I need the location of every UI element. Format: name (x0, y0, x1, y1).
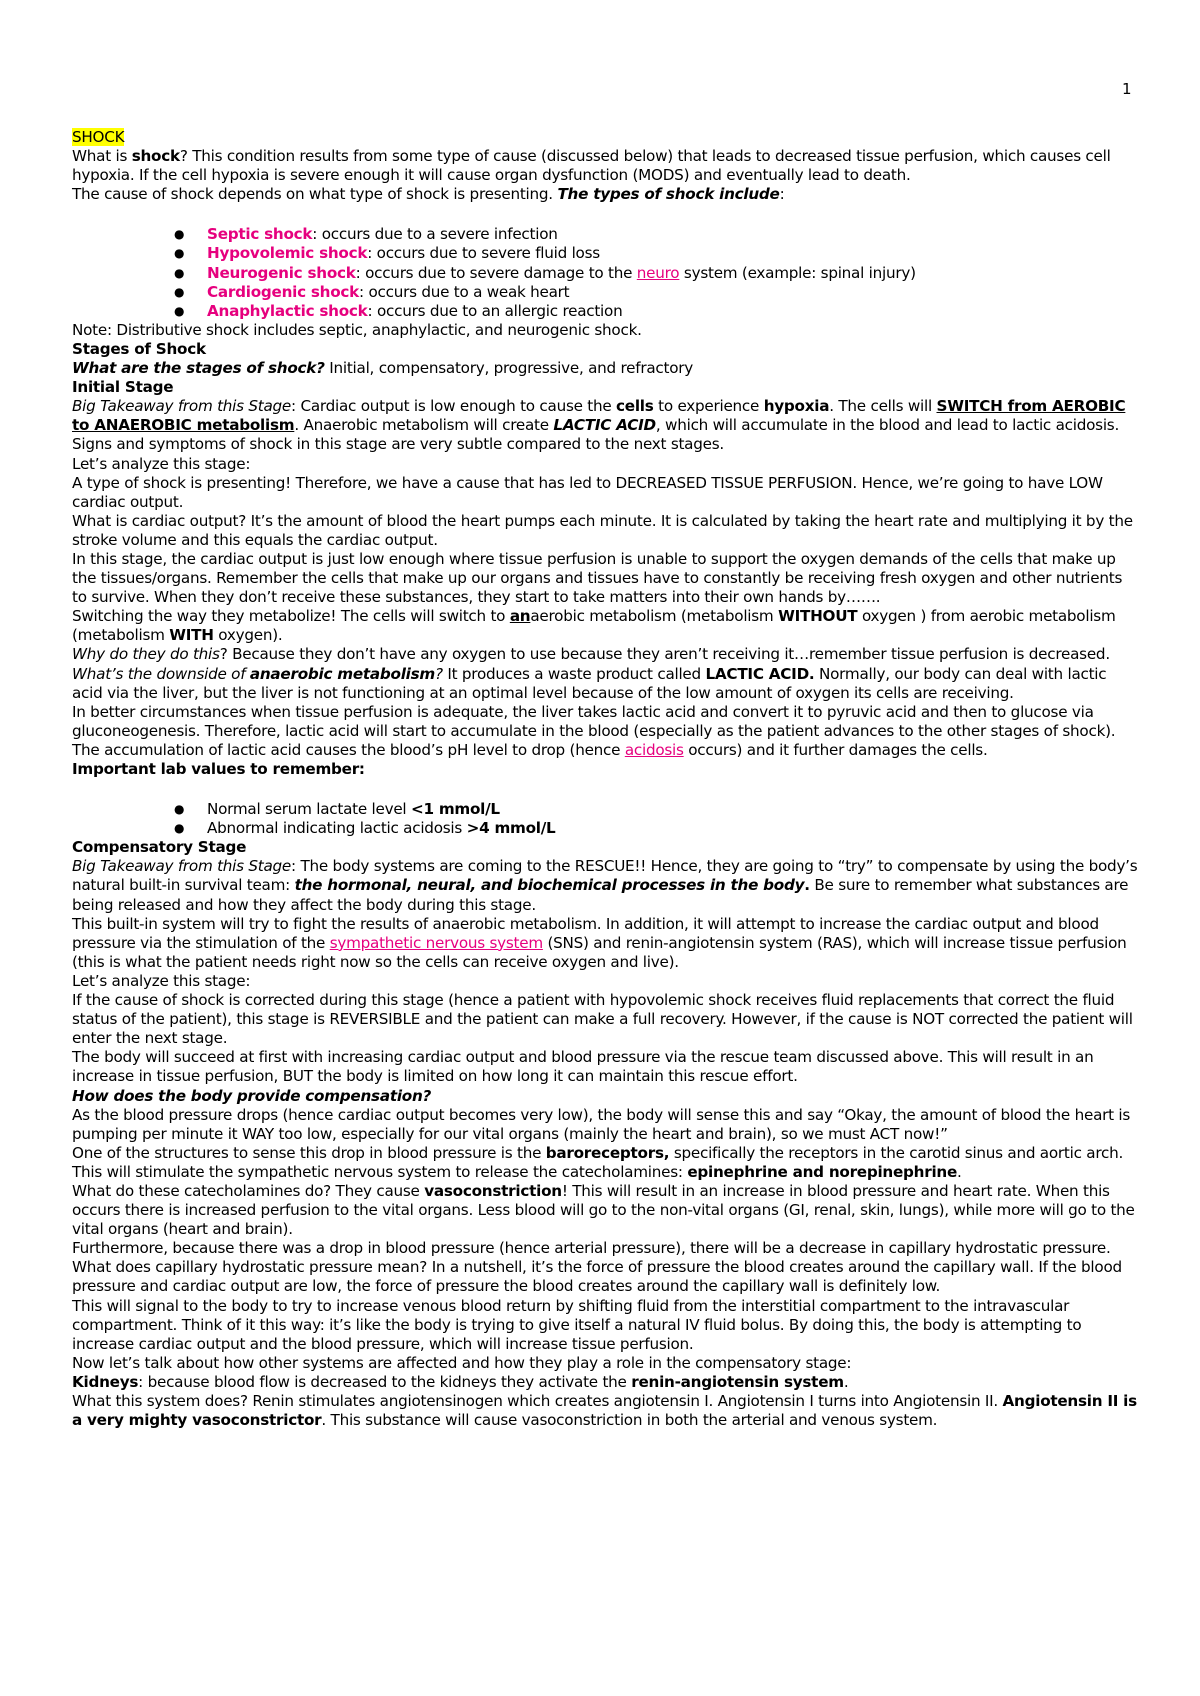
paragraph: A type of shock is presenting! Therefore, we have a cause that has led to DECREASED TISSUE PERFUSION. Hence, we’re going to have LOW cardiac output. (72, 473, 1103, 511)
paragraph: This will signal to the body to try to increase venous blood return by shifting fluid from the interstitial compartment to the intravascular compartment. Think of it this way: it’s like the body is trying to give itself a natural IV fluid bolus. By doing this, the body is attempting to increase cardiac output and the blood pressure, which will increase tissue perfusion. (72, 1296, 1082, 1353)
list-item: ● Hypovolemic shock: occurs due to severe fluid loss (72, 244, 1138, 263)
paragraph: Furthermore, because there was a drop in blood pressure (hence arterial pressure), there will be a decrease in capillary hydrostatic pressure. (72, 1239, 1111, 1258)
list-item: ● Neurogenic shock: occurs due to severe damage to the neuro system (example: spinal injury) (72, 264, 1138, 283)
paragraph: Switching the way they metabolize! The cells will switch to anaerobic metabolism (metabolism WITHOUT oxygen ) from aerobic metabolism (metabolism WITH oxygen). (72, 607, 1116, 645)
list-item: ● Cardiogenic shock: occurs due to a weak heart (72, 283, 1138, 302)
neuro-link[interactable]: neuro (636, 263, 680, 282)
paragraph: What’s the downside of anaerobic metabolism? It produces a waste product called LACTIC ACID. Normally, our body can deal with lactic acid via the liver, but the liver is not functioning at an optimal level because of the low amount of oxygen its cells are receiving. (72, 664, 1107, 702)
initial-takeaway: Big Takeaway from this Stage: Cardiac output is low enough to cause the cells to experience hypoxia. The cells will SWITCH from AEROBIC to ANAEROBIC metabolism. Anaerobic metabolism will create LACTIC ACID, which will accumulate in the blood and lead to lactic acidosis. Signs and symptoms of shock in this stage are very subtle compared to the next stages. (72, 397, 1126, 454)
paragraph: The body will succeed at first with increasing cardiac output and blood pressure via the rescue team discussed above. This will result in an increase in tissue perfusion, BUT the body is limited on how long it can maintain this rescue effort. (72, 1048, 1094, 1086)
compensatory-stage-heading: Compensatory Stage (72, 838, 247, 857)
paragraph: One of the structures to sense this drop in blood pressure is the baroreceptors, specifically the receptors in the carotid sinus and aortic arch. This will stimulate the sympathetic nervous system to release the catecholamines: epinephrine and norepinephrine. (72, 1143, 1124, 1181)
acidosis-link[interactable]: acidosis (624, 740, 684, 759)
paragraph: The accumulation of lactic acid causes the blood’s pH level to drop (hence acidosis occurs) and it further damages the cells. (72, 740, 988, 759)
paragraph: What do these catecholamines do? They cause vasoconstriction! This will result in an increase in blood pressure and heart rate. When this occurs there is increased perfusion to the vital organs. Less blood will go to the non-vital organs (GI, renal, skin, lungs), while more will go to the vital organs (heart and brain). (72, 1181, 1135, 1239)
paragraph: What this system does? Renin stimulates angiotensinogen which creates angiotensin I. Angiotensin I turns into Angiotensin II. Angiotensin II is a very mighty vasoconstrictor. This substance will cause vasoconstriction in both the arterial and venous system. (72, 1392, 1137, 1430)
initial-stage-heading: Initial Stage (72, 378, 174, 397)
stages-heading: Stages of Shock (72, 339, 206, 358)
page-number: 1 (1122, 80, 1132, 98)
lab-values-list (72, 800, 1138, 838)
paragraph: Kidneys: because blood flow is decreased to the kidneys they activate the renin-angiotensin system. (72, 1372, 849, 1391)
paragraph: Why do they do this? Because they don’t have any oxygen to use because they aren’t receiving it…remember tissue perfusion is decreased. (72, 645, 1110, 664)
paragraph: Let’s analyze this stage: (72, 454, 251, 473)
paragraph: In better circumstances when tissue perfusion is adequate, the liver takes lactic acid and convert it to pyruvic acid and then to glucose via gluconeogenesis. Therefore, lactic acid will start to accumulate in the blood (especially as the patient advances to the other stages of shock). (72, 702, 1116, 740)
paragraph: What is cardiac output? It’s the amount of blood the heart pumps each minute. It is calculated by taking the heart rate and multiplying it by the stroke volume and this equals the cardiac output. (72, 511, 1133, 549)
paragraph: In this stage, the cardiac output is just low enough where tissue perfusion is unable to support the oxygen demands of the cells that make up the tissues/organs. Remember the cells that make up our organs and tissues have to constantly be receiving fresh oxygen and other nutrients to survive. When they don’t receive these substances, they start to take matters into their own hands by……. (72, 549, 1123, 607)
compensatory-takeaway: Big Takeaway from this Stage: The body systems are coming to the RESCUE!! Hence, they are going to “try” to compensate by using the body’s natural built-in survival team: the hormonal, neural, and biochemical processes in the body. Be sure to remember what substances are being released and how they affect the body during this stage. (72, 857, 1138, 914)
shock-types-list (72, 225, 1138, 320)
paragraph: If the cause of shock is corrected during this stage (hence a patient with hypovolemic shock receives fluid replacements that correct the fluid status of the patient), this stage is REVERSIBLE and the patient can make a full recovery. However, if the cause is NOT corrected the patient will enter the next stage. (72, 991, 1133, 1048)
list-item: ● Normal serum lactate level <1 mmol/L (72, 800, 1138, 819)
paragraph: Now let’s talk about how other systems are affected and how they play a role in the compensatory stage: (72, 1353, 852, 1372)
doc-title (72, 128, 1138, 147)
note: Note: Distributive shock includes septic, anaphylactic, and neurogenic shock. (72, 320, 642, 339)
paragraph: This built-in system will try to fight the results of anaerobic metabolism. In addition, it will attempt to increase the cardiac output and blood pressure via the stimulation of the sympathetic nervous system (SNS) and renin-angiotensin system (RAS), which will increase tissue perfusion (this is what the patient needs right now so the cells can receive oxygen and live). (72, 914, 1127, 971)
paragraph: What does capillary hydrostatic pressure mean? In a nutshell, it’s the force of pressure the blood creates around the capillary wall. If the blood pressure and cardiac output are low, the force of pressure the blood creates around the capillary wall is definitely low. (72, 1258, 1122, 1296)
list-item: ● Anaphylactic shock: occurs due to an allergic reaction (72, 302, 1138, 321)
stages-question: What are the stages of shock? Initial, compensatory, progressive, and refractory (72, 359, 693, 378)
paragraph: As the blood pressure drops (hence cardiac output becomes very low), the body will sense this and say “Okay, the amount of blood the heart is pumping per minute it WAY too low, especially for our vital organs (mainly the heart and brain), so we must ACT now!” (72, 1105, 1131, 1143)
lab-values-heading: Important lab values to remember: (72, 760, 365, 778)
sns-link[interactable]: sympathetic nervous system (329, 933, 543, 952)
compensation-question: How does the body provide compensation? (72, 1086, 432, 1105)
intro-types-line: The cause of shock depends on what type of shock is presenting. The types of shock include: (72, 185, 785, 204)
list-item: ● Septic shock: occurs due to a severe infection (72, 225, 1138, 244)
document-body (72, 128, 1138, 1430)
list-item: ● Abnormal indicating lactic acidosis >4 mmol/L (72, 819, 1138, 838)
intro-paragraph: What is shock? This condition results from some type of cause (discussed below) that leads to decreased tissue perfusion, which causes cell hypoxia. If the cell hypoxia is severe enough it will cause organ dysfunction (MODS) and eventually lead to death. (72, 147, 1111, 185)
title-highlight: SHOCK (72, 128, 125, 146)
paragraph: Let’s analyze this stage: (72, 971, 251, 990)
